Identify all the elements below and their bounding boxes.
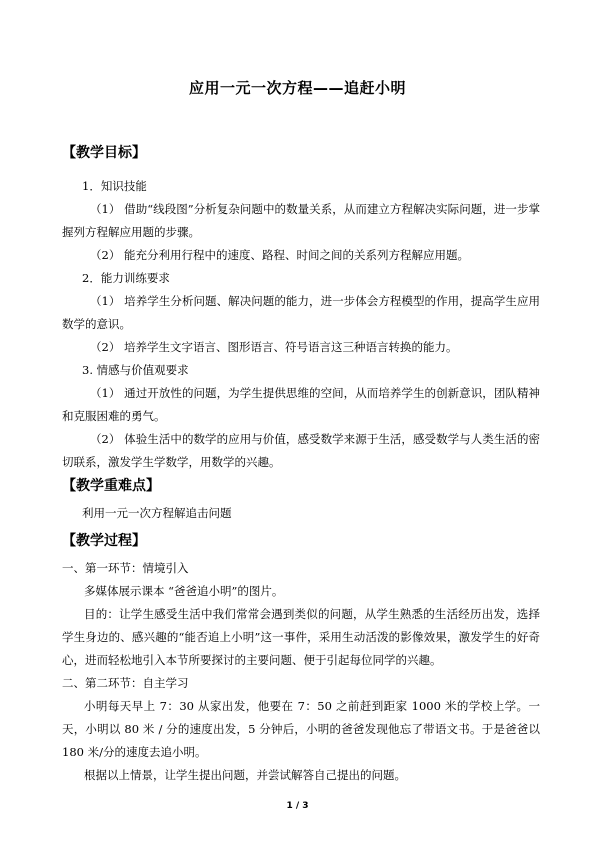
goals-emotion-item-1: （1） 通过开放性的问题，为学生提供思维的空间，从而培养学生的创新意识，团队精神和克服困难的勇气。 <box>62 386 540 423</box>
goals-emotion-item-2: （2） 体验生活中的数学的应用与价值，感受数学来源于生活，感受数学与人类生活的密切联系，激发学生学数学，用数学的兴趣。 <box>62 432 540 469</box>
goals-ability-item-1: （1） 培养学生分析问题、解决问题的能力，进一步体会方程模型的作用，提高学生应用数学的意识。 <box>62 294 540 331</box>
goals-knowledge-item-2: （2） 能充分利用行程中的速度、路程、时间之间的关系列方程解应用题。 <box>90 248 469 262</box>
section-heading-goals: 【教学目标】 <box>62 145 146 161</box>
goals-emotion-label: 3. 情感与价值观要求 <box>82 363 189 377</box>
page-title: 应用一元一次方程——追赶小明 <box>188 79 406 97</box>
goals-ability-label: 2．能力训练要求 <box>82 271 170 285</box>
process-step2-paragraph-1: 小明每天早上 7：30 从家出发，他要在 7：50 之前赶到距家 1000 米的学校上学。一天，小明以 80 米 / 分的速度出发，5 分钟后，小明的爸爸发现他忘了带语文书。于是爸爸以 180 米/分的速度去追小明。 <box>62 699 540 759</box>
page-number: 1 / 3 <box>286 801 309 811</box>
key-points-text: 利用一元一次方程解追击问题 <box>82 506 232 520</box>
section-heading-process: 【教学过程】 <box>62 533 146 549</box>
process-step1-paragraph-1: 多媒体展示课本 “爸爸追小明”的图片。 <box>84 584 284 598</box>
document-body <box>62 141 540 787</box>
goals-ability-item-2: （2） 培养学生文字语言、图形语言、符号语言这三种语言转换的能力。 <box>90 340 458 354</box>
process-step1-paragraph-2: 目的：让学生感受生活中我们常常会遇到类似的问题，从学生熟悉的生活经历出发，选择学生身边的、感兴趣的“能否追上小明”这一事件，采用生动活泼的影像效果，激发学生的好奇心，进而轻松地引入本节所要探讨的主要问题、便于引起每位同学的兴趣。 <box>62 607 540 667</box>
section-heading-key-points: 【教学重难点】 <box>62 478 160 494</box>
process-step1-label: 一、第一环节：情境引入 <box>62 561 189 575</box>
goals-knowledge-label: 1．知识技能 <box>82 179 147 193</box>
goals-knowledge-item-1: （1） 借助“线段图”分析复杂问题中的数量关系，从而建立方程解决实际问题，进一步掌握列方程解应用题的步骤。 <box>62 202 540 239</box>
process-step2-paragraph-2: 根据以上情景，让学生提出问题，并尝试解答自己提出的问题。 <box>84 768 406 782</box>
process-step2-label: 二、第二环节：自主学习 <box>62 676 189 690</box>
